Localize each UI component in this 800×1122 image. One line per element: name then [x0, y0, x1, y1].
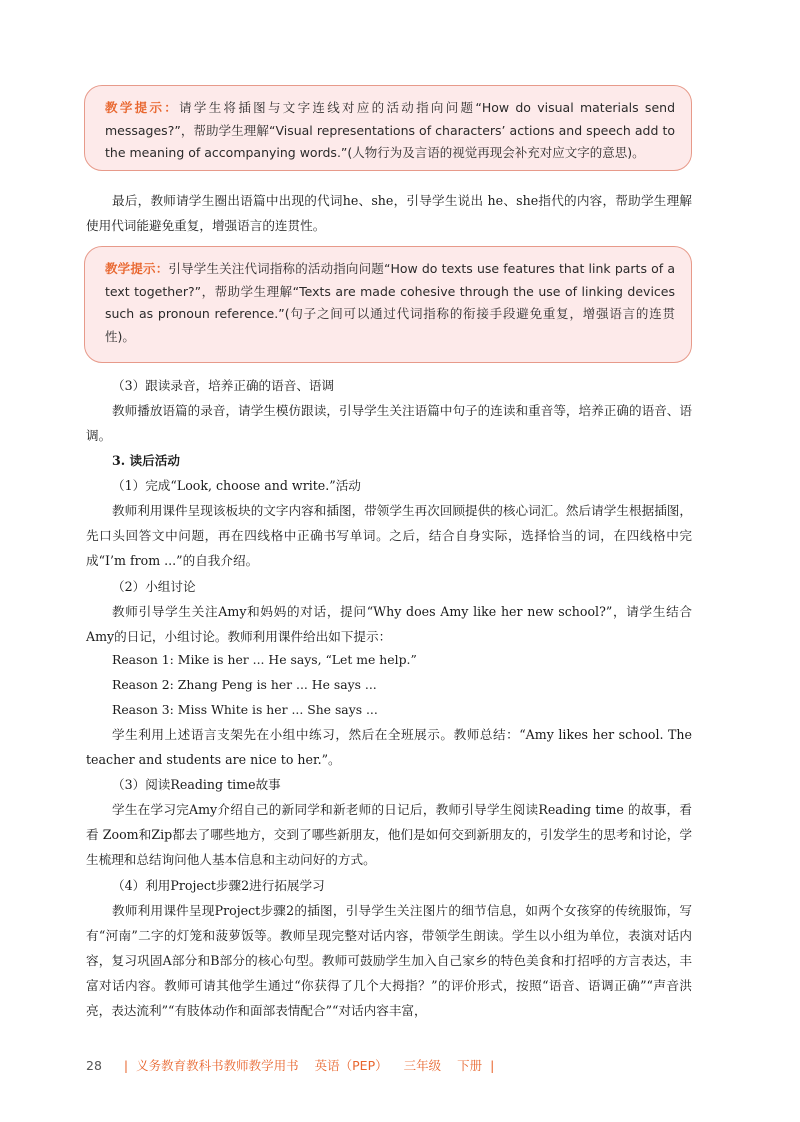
footer-volume: 下册	[457, 1058, 483, 1073]
activity-title-3: （3）阅读Reading time故事	[112, 777, 281, 792]
paragraph-activity-3: 学生在学习完Amy介绍自己的新同学和新老师的日记后，教师引导学生阅读Reading time 的故事，看看 Zoom和Zip都去了哪些地方，交到了哪些新朋友，他们是如何交到新朋友的，引发学生的思考和讨论，学生梳理和总结询问他人基本信息和主动问好的方式。	[86, 802, 692, 867]
teaching-tip-box-1	[84, 85, 692, 171]
paragraph-summary: 学生利用上述语言支架先在小组中练习，然后在全班展示。教师总结：“Amy likes her school. The teacher and students are nice to her.”。	[86, 727, 692, 767]
section-title-follow-reading: （3）跟读录音，培养正确的语音、语调	[112, 378, 335, 393]
heading-post-reading: 3. 读后活动	[112, 453, 180, 468]
reason-line-2: Reason 2: Zhang Peng is her ... He says ...	[112, 677, 377, 692]
page-footer	[86, 1056, 502, 1074]
footer-separator-end: |	[490, 1058, 495, 1073]
teaching-tip-label: 教学提示：	[105, 100, 180, 115]
reason-line-1: Reason 1: Mike is her ... He says, “Let me help.”	[112, 652, 417, 667]
teaching-tip-label: 教学提示：	[105, 261, 169, 276]
paragraph-pronouns: 最后，教师请学生圈出语篇中出现的代词he、she，引导学生说出 he、she指代的内容，帮助学生理解使用代词能避免重复，增强语言的连贯性。	[86, 193, 692, 233]
footer-separator: |	[123, 1058, 129, 1073]
teaching-tip-text: 引导学生关注代词指称的活动指向问题“How do texts use features that link parts of a text together?”，帮助学生理解“Texts are made cohesive through the use of linking devices such as pronoun reference.”(句子之间可以通过代词指称的衔接手段避免重复，增强语言的连贯性)。	[105, 261, 675, 344]
reason-line-3: Reason 3: Miss White is her ... She says ...	[112, 702, 378, 717]
activity-title-4: （4）利用Project步骤2进行拓展学习	[112, 878, 325, 893]
footer-subject: 英语（PEP）	[314, 1058, 388, 1073]
paragraph-activity-1: 教师利用课件呈现该板块的文字内容和插图，带领学生再次回顾提供的核心词汇。然后请学生根据插图，先口头回答文中问题，再在四线格中正确书写单词。之后，结合自身实际，选择恰当的词，在四线格中完成“I’m from ...”的自我介绍。	[86, 503, 692, 568]
paragraph-activity-4: 教师利用课件呈现Project步骤2的插图，引导学生关注图片的细节信息，如两个女孩穿的传统服饰，写有“河南”二字的灯笼和菠萝饭等。教师呈现完整对话内容，带领学生朗读。学生以小组为单位，表演对话内容，复习巩固A部分和B部分的核心句型。教师可鼓励学生加入自己家乡的特色美食和打招呼的方言表达，丰富对话内容。教师可请其他学生通过“你获得了几个大拇指？”的评价形式，按照“语音、语调正确”“声音洪亮，表达流利”“有肢体动作和面部表情配合”“对话内容丰富，	[86, 903, 692, 1018]
footer-grade: 三年级	[403, 1058, 442, 1073]
teaching-tip-box-2	[84, 246, 692, 363]
footer-book-title: 义务教育教科书教师教学用书	[136, 1058, 299, 1073]
page-number: 28	[86, 1058, 102, 1073]
paragraph-recording: 教师播放语篇的录音，请学生模仿跟读，引导学生关注语篇中句子的连读和重音等，培养正确的语音、语调。	[86, 403, 692, 443]
activity-title-2: （2）小组讨论	[112, 579, 196, 594]
paragraph-activity-2: 教师引导学生关注Amy和妈妈的对话，提问“Why does Amy like her new school?”，请学生结合Amy的日记，小组讨论。教师利用课件给出如下提示：	[86, 604, 692, 644]
activity-title-1: （1）完成“Look, choose and write.”活动	[112, 478, 361, 493]
teaching-tip-text: 请学生将插图与文字连线对应的活动指向问题“How do visual materials send messages?”，帮助学生理解“Visual representations of characters’ actions and speech add to the meaning of accompanying words.”(人物行为及言语的视觉再现会补充对应文字的意思)。	[105, 100, 675, 160]
